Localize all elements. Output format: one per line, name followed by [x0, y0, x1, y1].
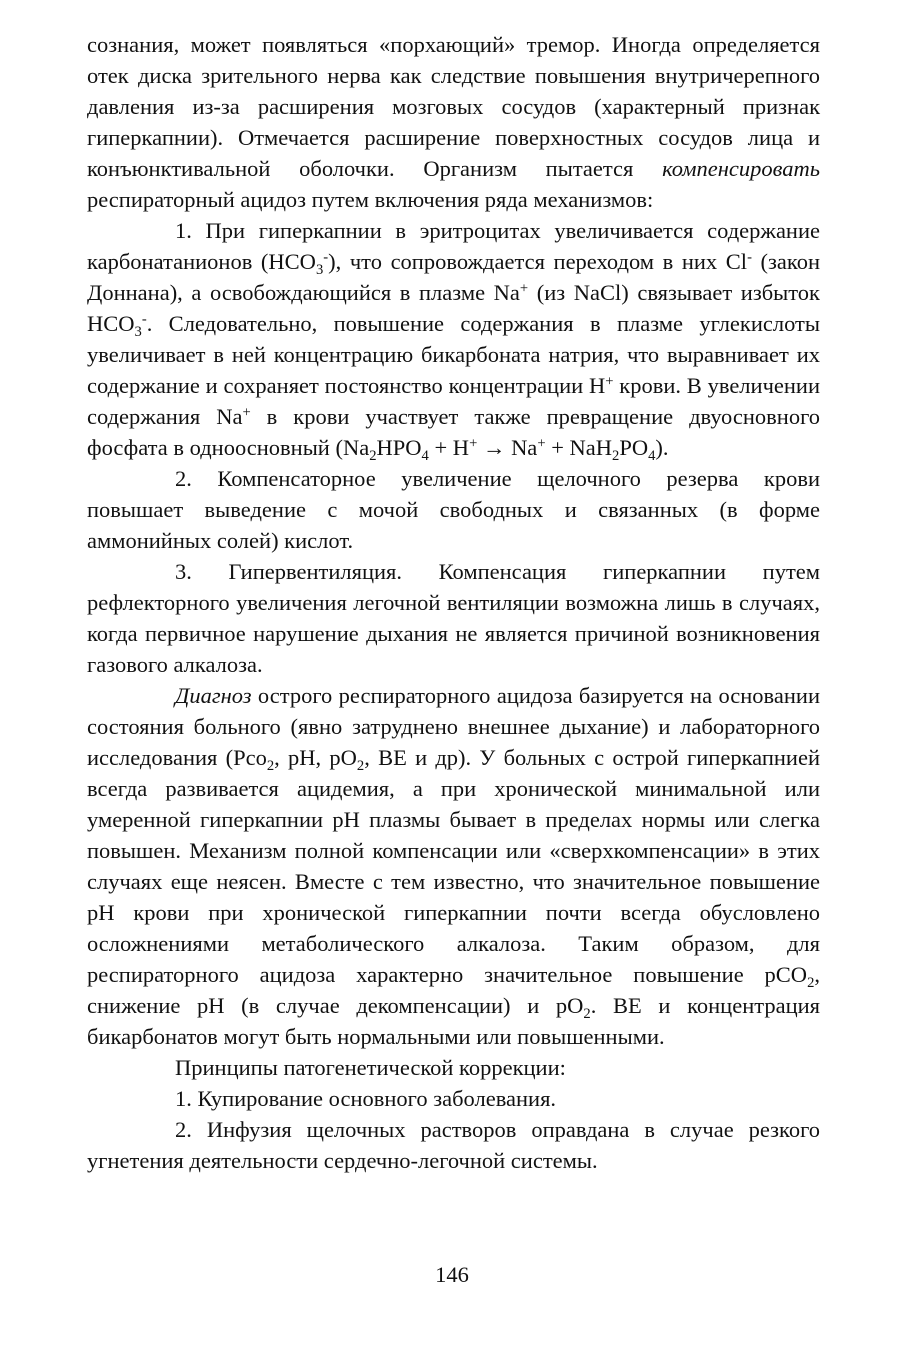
superscript: + — [519, 280, 529, 297]
paragraph-correction-heading — [87, 1052, 820, 1083]
paragraph-diagnosis — [87, 680, 820, 1052]
text-run: , pH, pO — [274, 745, 357, 770]
text-run: 2. Инфузия щелочных растворов оправдана в случае резкого угнетения деятельности сердечно-легочной системы. — [87, 1117, 820, 1173]
text-run: . Следовательно, повышение содержания в плазме углекислоты увеличивает в ней концентрацию бикарбоната натрия, что выравнивает их содержание и сохраняет постоянство концентрации H — [87, 311, 820, 398]
text-run: PO — [619, 435, 649, 460]
subscript: 2 — [356, 758, 365, 775]
subscript: 2 — [369, 448, 377, 465]
text-run: респираторный ацидоз путем включения ряда механизмов: — [87, 187, 654, 212]
superscript: + — [469, 435, 478, 452]
paragraph-mechanism-1 — [87, 215, 820, 463]
text-run: → Na — [477, 435, 538, 460]
subscript: 2 — [583, 1006, 591, 1023]
superscript: - — [747, 249, 752, 266]
superscript: - — [323, 249, 329, 266]
text-run: , BE и др). У больных с острой гиперкапнией всегда развивается ацидемия, а при хронической минимальной или умеренной гиперкапнии pH плазмы бывает в пределах нормы или слегка повышен. Механизм полной компенсации или «сверхкомпенсации» в этих случаях еще неясен. Вместе с тем известно, что значительное повышение pH крови при хронической гиперкапнии почти всегда обусловлено осложнениями метаболического алкалоза. Таким образом, для респираторного ацидоза характерно значительное повышение pCO — [87, 745, 820, 987]
text-run: ), что сопровождается переходом в них Cl — [328, 249, 748, 274]
paragraph-continuation — [87, 29, 820, 215]
paragraph-correction-item-2 — [87, 1114, 820, 1176]
superscript: - — [141, 311, 147, 328]
subscript: 4 — [421, 448, 429, 465]
subscript: 4 — [648, 448, 656, 465]
subscript: 2 — [612, 448, 620, 465]
text-run: ). — [655, 435, 669, 460]
superscript: + — [537, 435, 546, 452]
text-run: + NaH — [545, 435, 612, 460]
paragraph-correction-item-1 — [87, 1083, 820, 1114]
page-number: 146 — [435, 1262, 469, 1287]
italic-term: Диагноз — [175, 683, 252, 708]
text-run: крови. В увеличении содержания Na — [87, 373, 821, 429]
italic-term: компенсировать — [662, 156, 820, 181]
subscript: 2 — [266, 758, 275, 775]
text-run: 1. При гиперкапнии в эритроцитах увеличивается содержание карбонатанионов (HCO — [87, 218, 820, 274]
text-run: (из NaCl) связывает избыток HCO — [87, 280, 820, 336]
text-run: Принципы патогенетической коррекции: — [175, 1055, 566, 1080]
text-run: 2. Компенсаторное увеличение щелочного резерва крови повышает выведение с мочой свободных и связанных (в форме аммонийных солей) кислот. — [87, 466, 820, 553]
text-run: сознания, может появляться «порхающий» тремор. Иногда определяется отек диска зрительного нерва как следствие повышения внутричерепного давления из-за расширения мозговых сосудов (характерный признак гиперкапнии). Отмечается расширение поверхностных сосудов лица и конъюнктивальной оболочки. Организм пытается — [87, 32, 820, 181]
text-run: 1. Купирование основного заболевания. — [175, 1086, 557, 1111]
superscript: + — [605, 373, 614, 390]
text-run: . BE и концентрация бикарбонатов могут быть нормальными или повышенными. — [87, 993, 821, 1049]
text-run: 3. Гипервентиляция. Компенсация гиперкапнии путем рефлекторного увеличения легочной вентиляции возможна лишь в случаях, когда первичное нарушение дыхания не является причиной возникновения газового алкалоза. — [87, 559, 820, 677]
page-body — [87, 29, 820, 1176]
text-run: в крови участвует также превращение двуосновного фосфата в одноосновный (Na — [87, 404, 820, 460]
subscript: 3 — [134, 324, 142, 341]
paragraph-mechanism-2 — [87, 463, 820, 556]
paragraph-mechanism-3 — [87, 556, 820, 680]
superscript: + — [242, 404, 251, 421]
text-run: острого респираторного ацидоза базируется на основании состояния больного (явно затруднено внешнее дыхание) и лабораторного исследования (Pco — [87, 683, 820, 770]
text-run: HPO — [376, 435, 422, 460]
text-run: (закон Доннана), а освобождающийся в плазме Na — [87, 249, 820, 305]
subscript: 2 — [807, 975, 815, 992]
text-run: , снижение pH (в случае декомпенсации) и pO — [87, 962, 820, 1018]
text-run: + H — [428, 435, 470, 460]
subscript: 3 — [315, 262, 324, 279]
